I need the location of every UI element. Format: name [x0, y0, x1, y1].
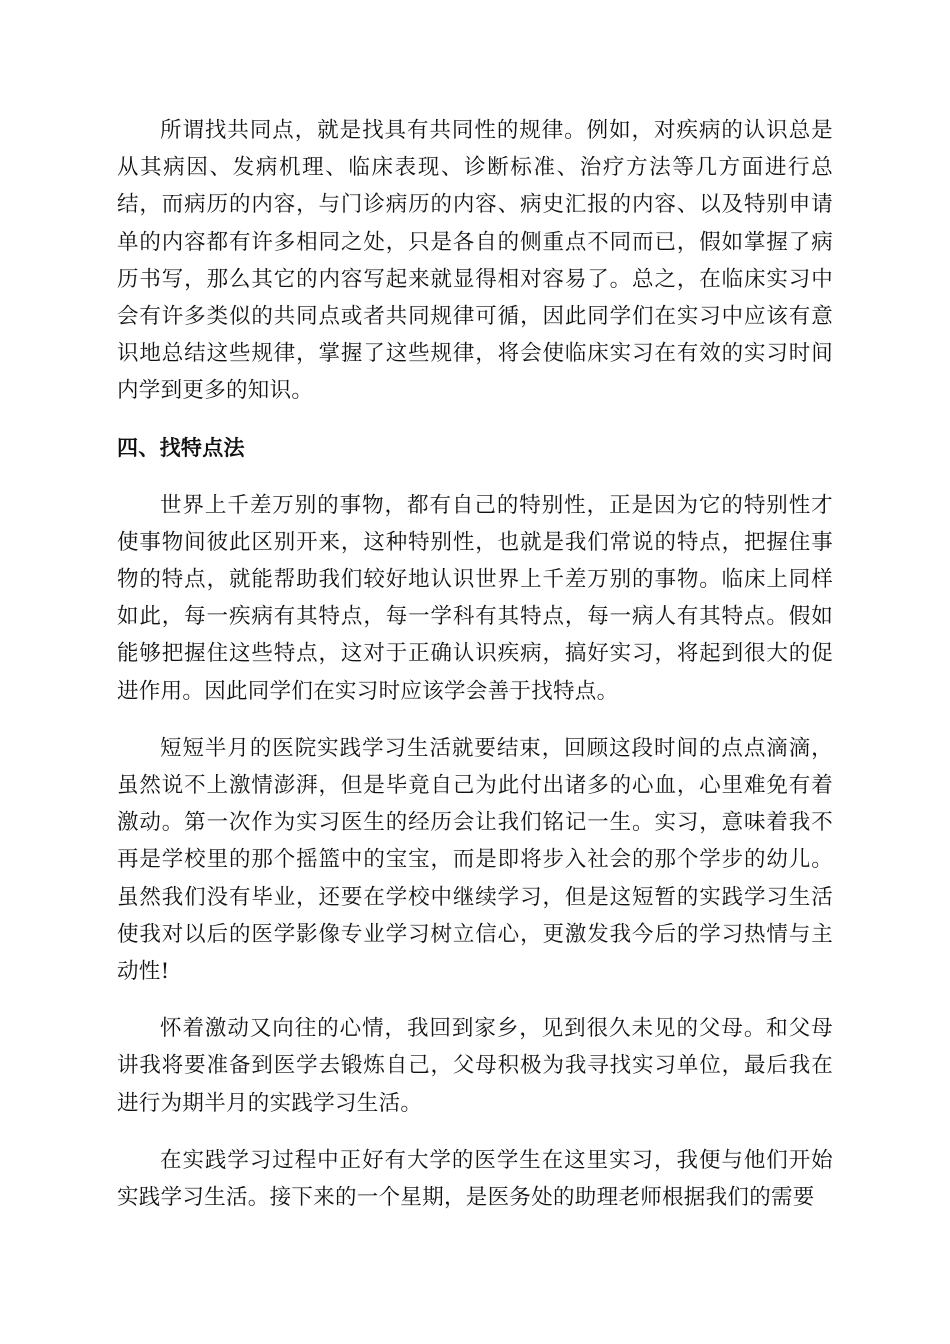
- section-heading-find-features: 四、找特点法: [117, 435, 245, 460]
- document-body: [117, 112, 833, 1236]
- paragraph-practice-start: 在实践学习过程中正好有大学的医学生在这里实习，我便与他们开始实践学习生活。接下来的一个星期，是医务处的助理老师根据我们的需要: [117, 1147, 833, 1211]
- paragraph-common-points: 所谓找共同点，就是找具有共同性的规律。例如，对疾病的认识总是从其病因、发病机理、临床表现、诊断标准、治疗方法等几方面进行总结，而病历的内容，与门诊病历的内容、病史汇报的内容、以及特别申请单的内容都有许多相同之处，只是各自的侧重点不同而已，假如掌握了病历书写，那么其它的内容写起来就显得相对容易了。总之，在临床实习中会有许多类似的共同点或者共同规律可循，因此同学们在实习中应该有意识地总结这些规律，掌握了这些规律，将会使临床实习在有效的实习时间内学到更多的知识。: [117, 118, 833, 404]
- paragraph-features: 世界上千差万别的事物，都有自己的特别性，正是因为它的特别性才使事物间彼此区别开来，这种特别性，也就是我们常说的特点，把握住事物的特点，就能帮助我们较好地认识世界上千差万别的事物。临床上同样如此，每一疾病有其特点，每一学科有其特点，每一病人有其特点。假如能够把握住这些特点，这对于正确认识疾病，搞好实习，将起到很大的促进作用。因此同学们在实习时应该学会善于找特点。: [117, 492, 833, 704]
- paragraph-return-home: 怀着激动又向往的心情，我回到家乡，见到很久未见的父母。和父母讲我将要准备到医学去锻炼自己，父母积极为我寻找实习单位，最后我在进行为期半月的实践学习生活。: [117, 1016, 833, 1116]
- paragraph-half-month-review: 短短半月的医院实践学习生活就要结束，回顾这段时间的点点滴滴，虽然说不上激情澎湃，但是毕竟自己为此付出诸多的心血，心里难免有着激动。第一次作为实习医生的经历会让我们铭记一生。实习，意味着我不再是学校里的那个摇篮中的宝宝，而是即将步入社会的那个学步的幼儿。虽然我们没有毕业，还要在学校中继续学习，但是这短暂的实践学习生活使我对以后的医学影像专业学习树立信心，更激发我今后的学习热情与主动性!: [117, 735, 833, 985]
